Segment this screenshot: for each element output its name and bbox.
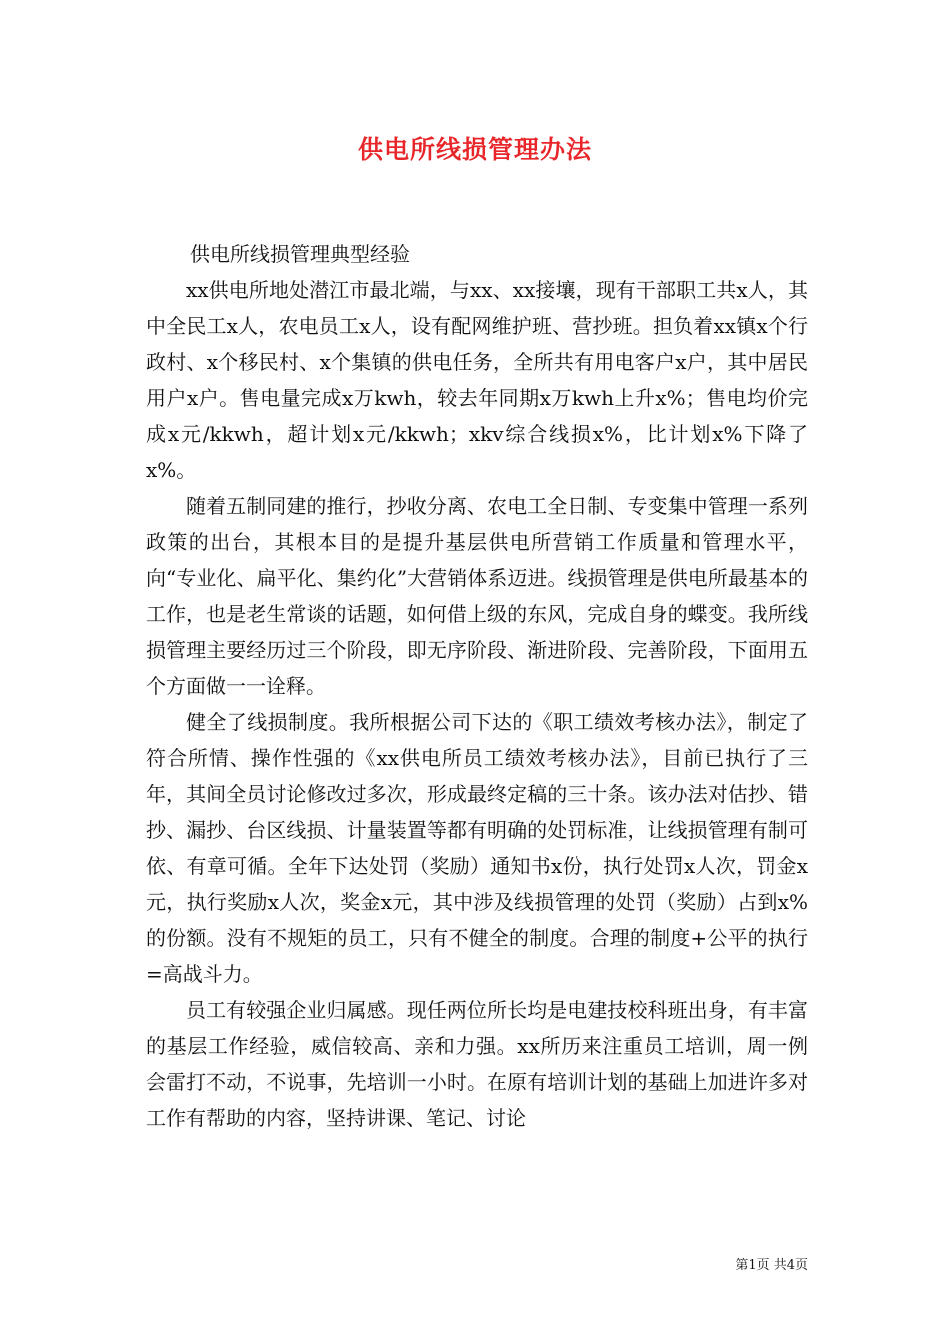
paragraph-intro: xx供电所地处潜江市最北端，与xx、xx接壤，现有干部职工共x人，其中全民工x人，农电员工x人，设有配网维护班、营抄班。担负着xx镇x个行政村、x个移民村、x个集镇的供电任务，全所共有用电客户x户，其中居民用户x户。售电量完成x万kwh，较去年同期x万kwh上升x%；售电均价完成x元/kkwh，超计划x元/kkwh；xkv综合线损x%，比计划x%下降了x%。 <box>146 278 808 482</box>
paragraph-staff: 员工有较强企业归属感。现任两位所长均是电建技校科班出身，有丰富的基层工作经验，威信较高、亲和力强。xx所历来注重员工培训，周一例会雷打不动，不说事，先培训一小时。在原有培训计划的基础上加进许多对工作有帮助的内容，坚持讲课、笔记、讨论 <box>146 998 808 1130</box>
page-number: 第1页 共4页 <box>735 1258 808 1273</box>
document-body <box>146 236 808 1136</box>
paragraph-system: 健全了线损制度。我所根据公司下达的《职工绩效考核办法》，制定了符合所情、操作性强的《xx供电所员工绩效考核办法》，目前已执行了三年，其间全员讨论修改过多次，形成最终定稿的三十条。该办法对估抄、错抄、漏抄、台区线损、计量装置等都有明确的处罚标准，让线损管理有制可依、有章可循。全年下达处罚（奖励）通知书x份，执行处罚x人次，罚金x元，执行奖励x人次，奖金x元，其中涉及线损管理的处罚（奖励）占到x%的份额。没有不规矩的员工，只有不健全的制度。合理的制度+公平的执行=高战斗力。 <box>146 710 808 986</box>
paragraph-background: 随着五制同建的推行，抄收分离、农电工全日制、专变集中管理一系列政策的出台，其根本目的是提升基层供电所营销工作质量和管理水平，向“专业化、扁平化、集约化”大营销体系迈进。线损管理是供电所最基本的工作，也是老生常谈的话题，如何借上级的东风，完成自身的蝶变。我所线损管理主要经历过三个阶段，即无序阶段、渐进阶段、完善阶段，下面用五个方面做一一诠释。 <box>146 494 808 698</box>
document-title: 供电所线损管理办法 <box>357 135 592 164</box>
section-heading: 供电所线损管理典型经验 <box>190 242 410 266</box>
